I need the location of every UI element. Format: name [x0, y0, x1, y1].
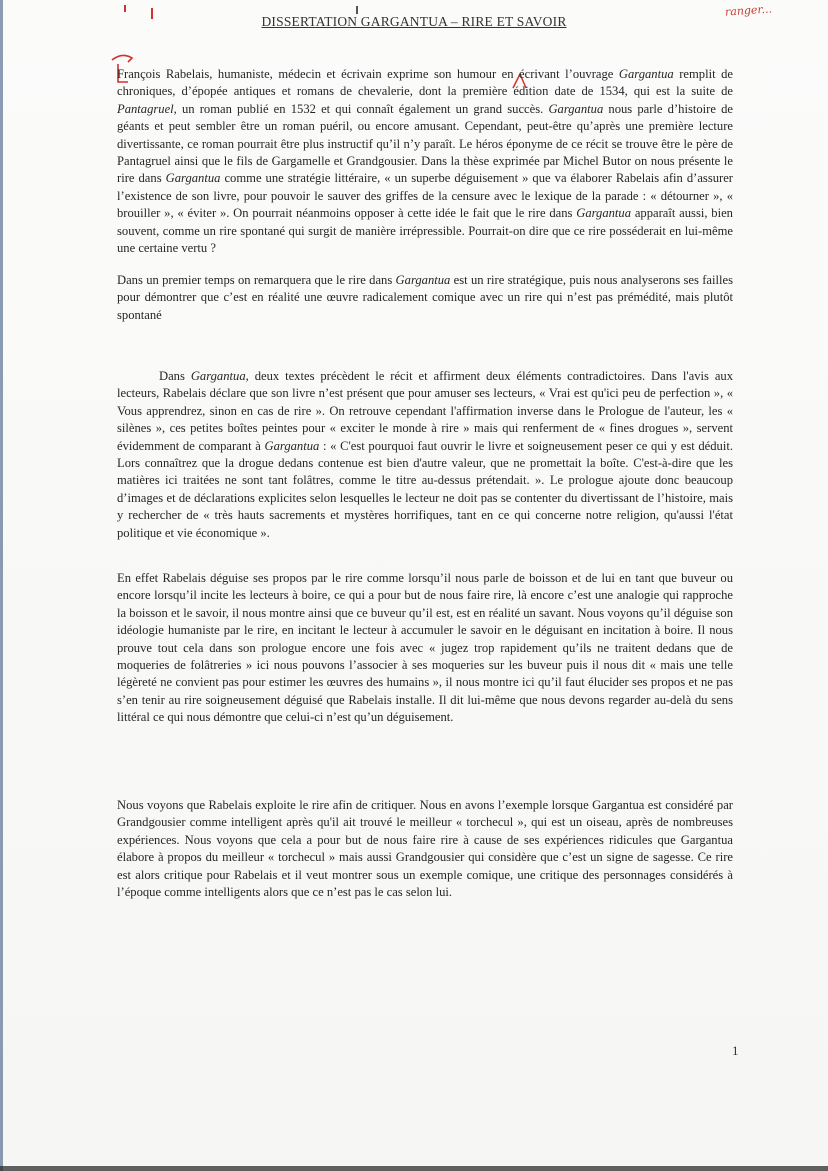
italic-title-text: Gargantua — [576, 206, 632, 221]
italic-title-text: Gargantua — [165, 171, 221, 186]
body-text: remplit de chroniques, d’épopée antiques et romans de chevalerie, dont la première édition date de 1534, qui est la suite de — [117, 67, 733, 99]
italic-title-text: Gargantua — [264, 438, 320, 453]
page-left-edge — [0, 0, 3, 1171]
italic-title-text: Pantagruel — [117, 101, 174, 116]
paragraph-critique — [117, 797, 733, 901]
body-text: Dans — [159, 369, 191, 383]
red-annotation-mark — [356, 6, 358, 14]
body-text: , un roman publié en 1532 et qui connaît également un grand succès. — [173, 101, 549, 116]
body-text: comme une stratégie littéraire, « un superbe déguisement » que va élaborer Rabelais afin d’assurer l’existence de son livre, pour pouvoir le sauver des griffes de la censure avec le lexique de la parade : « détourner », « brouiller », « éviter ». On pourrait néanmoins opposer à cette idée le fait que le rire dans — [117, 171, 733, 221]
italic-title-text: Gargantua — [395, 273, 451, 287]
body-text: : « C'est pourquoi faut ouvrir le livre et soigneusement peser ce qui y est déduit. Lors connaîtrez que la drogue dedans contenue est bien d'autre valeur, que ne promettait la boîte. C'est-à-dire que les matières ici traitées ne sont tant folâtres, comme le titre au-dessus prétendait. ». Le prologue ajoute donc beaucoup d’images et de déclarations explicites selon lesquelles le lecteur ne doit pas se contenter du divertissant de l’histoire, mais y rechercher de « très hauts sacrements et mystères horrifiques, tant en ce qui concerne notre religion, qu'aussi l'état politique et vie économique ». — [117, 438, 733, 540]
body-text: nous parle d’histoire de géants et peut sembler être un roman puéril, ou encore amusant. Cependant, peut-être qu’après une première lecture divertissante, ce roman pourrait être plus instructif qu’il n’y paraît. Le héros éponyme de ce récit se trouve être le père de Pantagruel ainsi que le fils de Gargamelle et Grandgousier. Dans la thèse exprimée par Michel Butor on nous présente le rire dans — [117, 101, 733, 186]
page-number: 1 — [732, 1043, 739, 1058]
italic-title-text: Gargantua — [618, 67, 674, 81]
page-bottom-edge — [0, 1166, 828, 1171]
paragraph-plan — [117, 272, 733, 324]
body-text: apparaît aussi, bien souvent, comme un rire spontané qui surgit de manière irrépressible. Pourrait-on dire que ce rire posséderait en lui-même une certaine vertu ? — [117, 206, 733, 256]
body-text: François Rabelais, humaniste, médecin et écrivain exprime son humour en écrivant l’ouvrage — [117, 67, 619, 81]
body-text: Nous voyons que Rabelais exploite le rire afin de critiquer. Nous en avons l’exemple lorsque Gargantua est considéré par Grandgousier comme intelligent après qu'il ait trouvé le meilleur « torchecul », qui est un oiseau, après de nombreuses expériences. Nous voyons que cela a pour but de nous faire rire à cause de ses expériences ridicules que Gargantua élabore à propos du meilleur « torchecul » mais aussi Grandgousier qui considère que c’est un signe de sagesse. Ce rire est alors critique pour Rabelais et il veut montrer sous un exemple comique, une critique des personnages considérés à l’époque comme intelligents alors que ce n’est pas le cas selon lui. — [117, 798, 733, 900]
document-title: DISSERTATION GARGANTUA – RIRE ET SAVOIR — [261, 14, 567, 29]
margin-scribble: ranger... — [724, 2, 773, 19]
body-text: Dans un premier temps on remarquera que le rire dans — [117, 273, 396, 287]
paragraph-prologue — [117, 368, 733, 542]
body-text: , deux textes précèdent le récit et affirment deux éléments contradictoires. Dans l'avis aux lecteurs, Rabelais déclare que son livre n’est présent que pour amuser ses lecteurs, « Vrai est qu'ici peu de perfection », « Vous apprendrez, sinon en cas de rire ». On retrouve cependant l'affirmation inverse dans le Prologue de l'auteur, les « silènes », ces petites boîtes peintes pour « exciter le monde à rire » mais qui renferment de « fines drogues », servent évidemment de comparant à — [117, 369, 734, 453]
paragraph-introduction — [117, 66, 733, 257]
paragraph-deguisement — [117, 570, 733, 727]
italic-title-text: Gargantua — [190, 369, 246, 383]
body-text: En effet Rabelais déguise ses propos par le rire comme lorsqu’il nous parle de boisson et de lui en tant que buveur ou encore lorsqu’il incite les lecteurs à boire, ce qui a pour but de nous faire rire, là encore c’est une analogie qui rapproche la boisson et le savoir, il nous montre ainsi que ce buveur qu’il est, est en réalité un savant. Nous voyons qu’il déguise son idéologie humaniste par le rire, en incitant le lecteur à accumuler le savoir en le déguisant en incitation à boire. Il nous prouve tout cela dans son prologue encore une fois avec « jugez trop rapidement qu’ils ne traitent dedans que de moqueries de folâtreries » ici nous pouvons l’associer à ses moqueries sur les buveur puis il nous dit « mais une telle légèreté ne convient pas pour estimer les œuvres des humains », il nous montre ici qu’il faut élucider ses propos et ne pas s’en tenir au rire soigneusement déguisé que Rabelais installe. Il dit lui-même que nous devons regarder au-delà du sens littéral ce qui nous démontre que celui-ci n’est qu’un déguisement. — [117, 571, 733, 725]
body-text: est un rire stratégique, puis nous analyserons ses failles pour démontrer que c’est en réalité une œuvre radicalement comique avec un rire qui n’est pas prémédité, mais plutôt spontané — [117, 273, 733, 322]
italic-title-text: Gargantua — [548, 101, 604, 116]
red-annotation-mark — [124, 5, 126, 12]
